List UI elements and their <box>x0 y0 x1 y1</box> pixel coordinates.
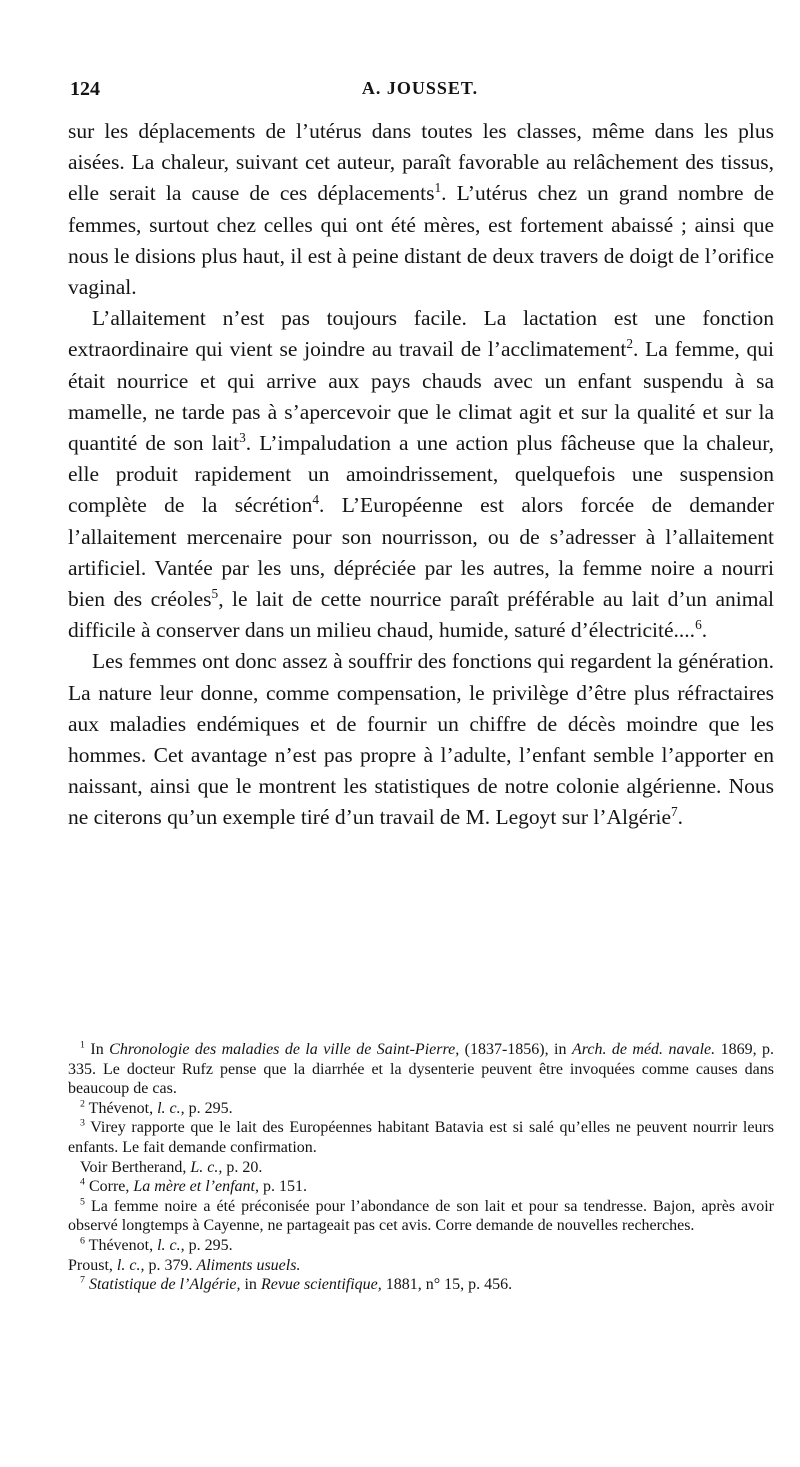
footnote-number: 2 <box>80 1098 85 1110</box>
footnote <box>68 1236 774 1256</box>
footnote-number: 1 <box>80 1039 85 1051</box>
paragraph <box>68 303 774 646</box>
footnote <box>68 1275 774 1295</box>
text-span: In <box>84 1041 110 1058</box>
text-span: . L’Européenne est alors forcée de demander l’allaitement mercenaire pour son nourrisson, ou de s’adresser à l’allaitement artificiel. Vantée par les uns, dépréciée par les autres, la femme noire a nourri bien des créoles <box>68 493 775 612</box>
page-number: 124 <box>70 78 100 100</box>
footnote-number: 7 <box>80 1274 85 1286</box>
footnote <box>68 1118 774 1157</box>
italic-text: Aliments usuels. <box>196 1256 301 1274</box>
text-span: sur les déplacements de l’utérus dans toutes les classes, même dans les plus aisées. La chaleur, suivant cet auteur, paraît favorable au relâchement des tissus, elle serait la cause de ces déplacements <box>68 119 774 206</box>
italic-text: L. c., <box>190 1158 223 1176</box>
text-span: La femme noire a été préconisée pour l’abondance de son lait et pour sa tendresse. Bajon, après avoir observé longtemps à Cayenne, ne partageait pas cet avis. Corre demande de nouvelles recherches. <box>68 1197 774 1235</box>
text-span: in <box>240 1276 261 1294</box>
text-span: Proust, <box>68 1256 117 1274</box>
footnote-ref: 1 <box>434 180 442 196</box>
italic-text: l. c., <box>116 1256 145 1274</box>
text-span: . L’utérus chez un grand nombre de femmes, surtout chez celles qui ont été mères, est fortement abaissé ; ainsi que nous le disions plus haut, il est à peine distant de deux travers de doigt de l’orifice vaginal. <box>68 181 774 300</box>
italic-text: l. c., <box>157 1099 185 1117</box>
page-header <box>70 78 770 104</box>
footnote-number: 4 <box>80 1176 85 1188</box>
text-span: p. 379. <box>144 1256 197 1274</box>
text-span: p. 151. <box>259 1178 307 1196</box>
italic-text: Revue scientifique, <box>260 1276 382 1294</box>
footnote-number: 5 <box>80 1196 85 1208</box>
paragraph <box>68 646 774 833</box>
text-span: Les femmes ont donc assez à souffrir des fonctions qui regardent la génération. La nature leur donne, comme compensation, le privilège d’être plus réfractaires aux maladies endémiques et de fournir un chiffre de décès moindre que les hommes. Cet avantage n’est pas propre à l’adulte, l’enfant semble l’apporter en naissant, ainsi que le montrent les statistiques de notre colonie algérienne. Nous ne citerons qu’un exemple tiré d’un travail de M. Legoyt sur l’Algérie <box>68 649 774 830</box>
text-span: 1869, p. 335. Le docteur Rufz pense que la diarrhée et la dysenterie peuvent être invoquées comme causes dans beaucoup de cas. <box>68 1041 774 1098</box>
footnote <box>68 1256 774 1276</box>
text-span: 1881, n° 15, p. 456. <box>381 1276 513 1294</box>
paragraph <box>68 116 774 303</box>
text-span: Corre, <box>84 1178 134 1196</box>
text-span: , le lait de cette nourrice paraît préférable au lait d’un animal difficile à conserver dans un milieu chaud, humide, saturé d’électricité.... <box>68 587 774 643</box>
italic-text: l. c., <box>157 1236 185 1254</box>
footnote-number: 6 <box>80 1235 85 1247</box>
text-span: p. 295. <box>184 1236 233 1254</box>
footnote <box>68 1197 774 1236</box>
text-span: Voir Bertherand, <box>80 1158 191 1176</box>
footnote-ref: 3 <box>239 429 246 445</box>
text-span: . <box>677 805 684 830</box>
body-text <box>68 116 774 834</box>
footnote-ref: 2 <box>626 336 633 352</box>
text-span: L’allaitement n’est pas toujours facile. La lactation est une fonction extraordinaire qui vient se joindre au travail de l’acclimatement <box>68 306 774 362</box>
text-span: p. 295. <box>184 1099 233 1117</box>
text-span: . L’impaludation a une action plus fâcheuse que la chaleur, elle produit rapidement un amoindrissement, quelquefois une suspension complète de la sécrétion <box>68 431 774 518</box>
footnote-ref: 7 <box>671 804 678 820</box>
footnote-ref: 6 <box>695 617 702 633</box>
text-span: Thévenot, <box>84 1099 158 1117</box>
footnote <box>68 1040 774 1099</box>
footnote-ref: 5 <box>211 585 219 601</box>
text-span: . La femme, qui était nourrice et qui arrive aux pays chauds avec un enfant suspendu à sa mamelle, ne tarde pas à s’apercevoir que le climat agit et sur la qualité et sur la quantité de son lait <box>68 337 775 456</box>
running-head: A. JOUSSET. <box>361 78 479 98</box>
footnote <box>68 1099 774 1119</box>
text-span: Thévenot, <box>84 1236 158 1254</box>
italic-text: Statistique de l’Algérie, <box>88 1276 241 1294</box>
italic-text: La mère et l’enfant, <box>133 1178 259 1196</box>
footnote-number: 3 <box>80 1118 85 1130</box>
footnote-ref: 4 <box>312 492 319 508</box>
text-span: Virey rapporte que le lait des Européennes habitant Batavia est si salé qu’elles ne peuvent nourrir leurs enfants. Le fait demande confirmation. <box>68 1119 774 1156</box>
footnotes <box>68 1040 774 1295</box>
text-span: . <box>701 618 708 643</box>
footnote <box>68 1177 774 1197</box>
italic-text: Chronologie des maladies de la ville de Saint-Pierre, <box>109 1041 460 1058</box>
italic-text: Arch. de méd. navale. <box>571 1041 716 1058</box>
text-span: p. 20. <box>222 1158 263 1176</box>
text-span: (1837-1856), in <box>459 1041 572 1058</box>
footnote <box>68 1158 774 1178</box>
